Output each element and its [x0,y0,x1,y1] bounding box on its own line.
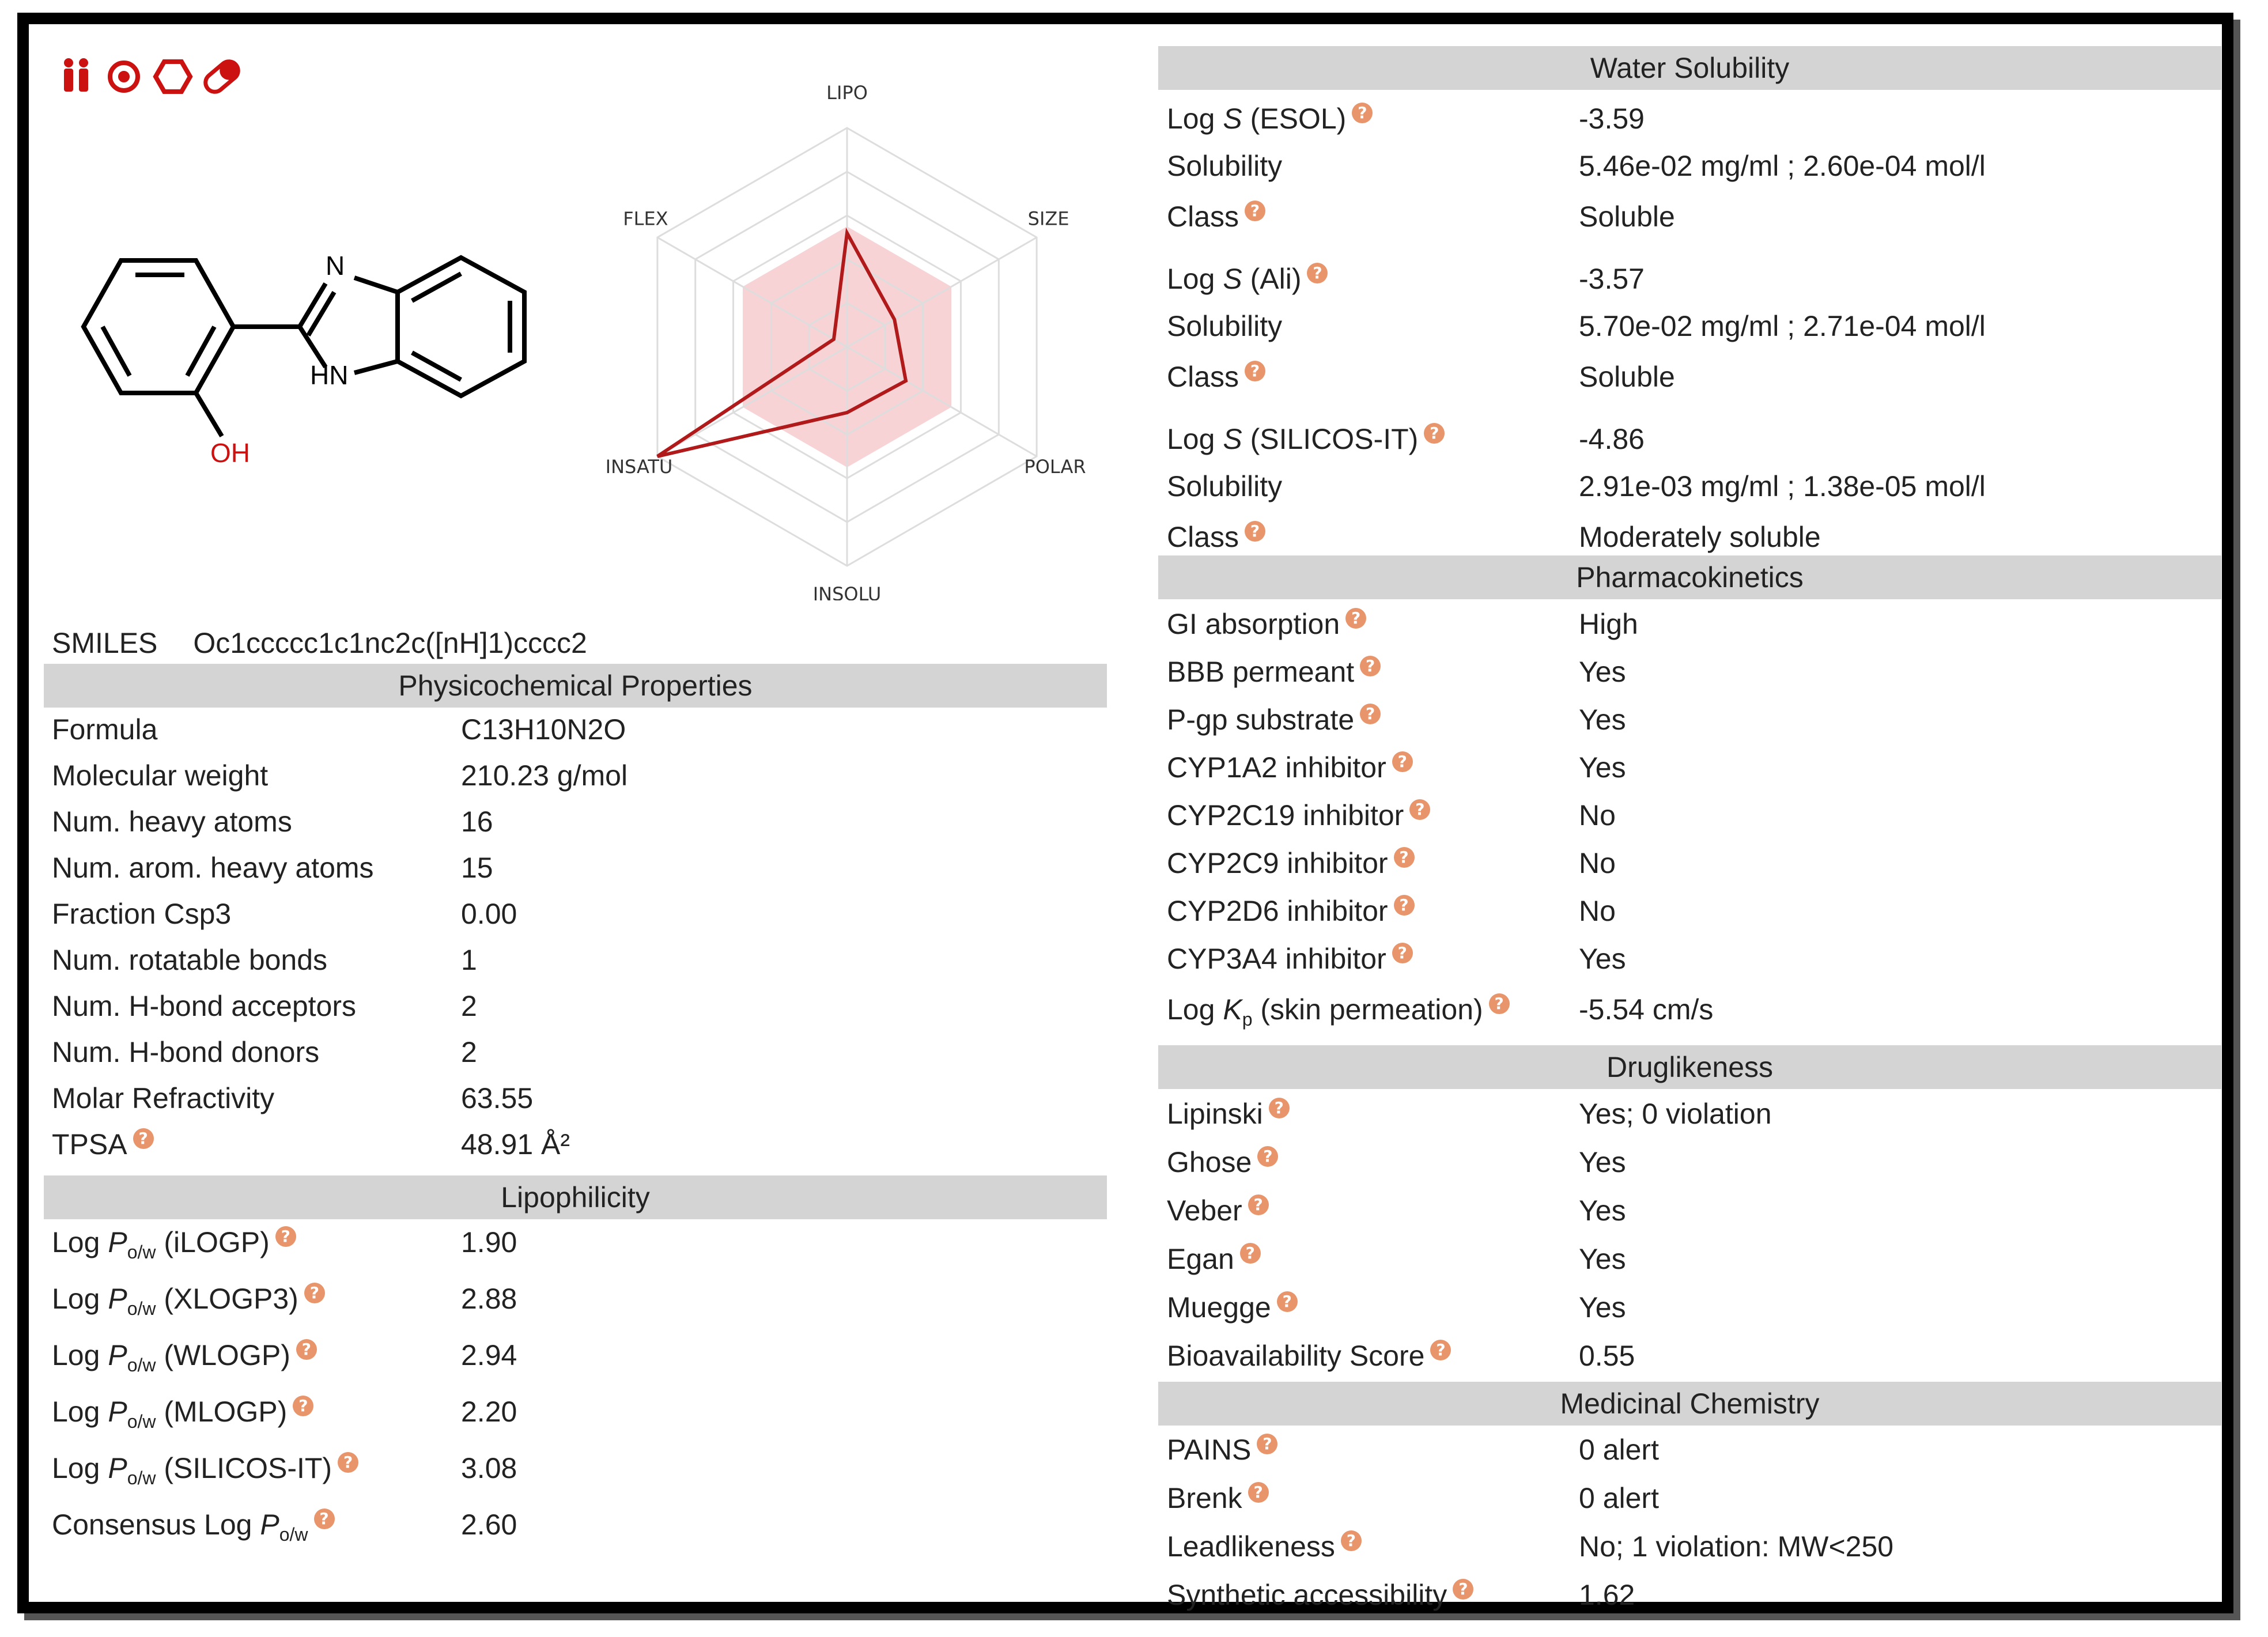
help-icon[interactable]: ? [1240,1243,1261,1264]
row-label-text: CYP1A2 inhibitor [1167,751,1386,784]
row-label-text: Muegge [1167,1291,1271,1324]
radar-axis-label: FLEX [623,207,668,230]
row-label [52,1282,325,1320]
row-label-text: Egan [1167,1243,1234,1275]
row-label-text: P-gp substrate [1167,704,1355,736]
row-label-text: Num. rotatable bonds [52,944,328,976]
row-value: Yes [1579,704,1626,736]
smiles-value: Oc1ccccc1c1nc2c([nH]1)cccc2 [193,627,587,659]
row-value: C13H10N2O [461,713,626,746]
row-label [1167,751,1413,784]
row-value: -4.86 [1579,423,1645,455]
help-icon[interactable]: ? [1489,993,1510,1014]
row-label [52,805,292,838]
row-label [1167,102,1373,135]
help-icon[interactable]: ? [1352,103,1373,123]
help-icon[interactable]: ? [1394,847,1415,868]
p-symbol: P [108,1226,127,1258]
row-label [52,989,356,1023]
bioavailability-radar [524,82,1170,600]
help-icon[interactable]: ? [304,1283,325,1303]
method-text: (SILICOS-IT) [1250,423,1419,455]
p-symbol: P [260,1509,279,1541]
row-label-text: CYP3A4 inhibitor [1167,943,1386,975]
row-label [1167,1433,1277,1466]
method-text: (MLOGP) [164,1396,288,1428]
row-value: Yes [1579,1291,1626,1324]
help-icon[interactable]: ? [1394,895,1415,916]
row-label-text: Formula [52,713,158,746]
help-icon[interactable]: ? [1277,1291,1298,1312]
p-subscript: p [1242,1009,1253,1030]
row-value: Soluble [1579,201,1675,233]
row-value: No; 1 violation: MW<250 [1579,1530,1894,1563]
log-text: Log [1167,993,1215,1026]
row-value: -3.59 [1579,103,1645,135]
row-value: 0 alert [1579,1434,1659,1466]
row-value: No [1579,799,1616,831]
row-label [52,1508,335,1545]
row-value: 2.94 [461,1339,517,1371]
row-value: 0.00 [461,898,517,930]
s-symbol: S [1223,103,1242,135]
row-label [1167,1339,1451,1373]
row-label [1167,1097,1290,1131]
row-value: 1 [461,944,477,976]
row-label [1167,422,1445,456]
row-value: 63.55 [461,1082,534,1114]
row-label-text: CYP2D6 inhibitor [1167,895,1388,927]
row-label-text: Bioavailability Score [1167,1340,1425,1372]
help-icon[interactable]: ? [296,1339,317,1360]
row-label [1167,703,1381,736]
row-label [52,1451,358,1489]
row-label [52,759,268,792]
help-icon[interactable]: ? [1409,799,1430,820]
p-symbol: P [108,1452,127,1484]
ow-subscript: o/w [127,1468,156,1488]
row-label [52,897,231,931]
row-value: 2 [461,1036,477,1068]
row-label [1167,655,1381,689]
radar-axis-label: INSOLU [812,583,882,600]
help-icon[interactable]: ? [1257,1146,1278,1167]
row-value: Yes [1579,751,1626,784]
row-label-text: Fraction Csp3 [52,898,232,930]
help-icon[interactable]: ? [1341,1530,1362,1551]
row-label-text: Leadlikeness [1167,1530,1335,1563]
water-solubility-header: Water Solubility [1158,46,2221,90]
row-value: 16 [461,806,493,838]
toolbar-icons [61,56,245,96]
row-label [1167,200,1265,233]
radar-axis-label: SIZE [1027,207,1069,230]
log-text: Log [52,1226,100,1258]
pharmacokinetics-header: Pharmacokinetics [1158,555,2221,599]
row-label [52,1128,154,1161]
log-text: Log [1167,103,1215,135]
help-icon[interactable]: ? [1269,1098,1290,1118]
row-value: High [1579,608,1638,640]
row-label [52,1226,296,1263]
row-label [1167,1530,1362,1563]
s-symbol: S [1223,423,1242,455]
row-value: Yes; 0 violation [1579,1098,1772,1130]
row-value: 15 [461,852,493,884]
row-label-text: Molar Refractivity [52,1082,275,1114]
radar-axis-label: POLAR [1024,456,1086,478]
class-label-text: Class [1167,201,1239,233]
method-text: (SILICOS-IT) [164,1452,332,1484]
row-label-text: CYP2C19 inhibitor [1167,799,1404,831]
row-label [1167,1194,1269,1227]
row-label-text: Lipinski [1167,1098,1263,1130]
row-value: 5.70e-02 mg/ml ; 2.71e-04 mol/l [1579,310,1986,342]
row-label-text: Veber [1167,1194,1242,1227]
row-value: 2.91e-03 mg/ml ; 1.38e-05 mol/l [1579,470,1986,502]
row-value: 2.20 [461,1396,517,1428]
row-label-text: Num. heavy atoms [52,806,292,838]
row-value: 1.90 [461,1226,517,1258]
help-icon[interactable]: ? [133,1128,154,1149]
k-symbol: K [1223,993,1242,1026]
ow-subscript: o/w [127,1298,156,1319]
help-icon[interactable]: ? [1248,1194,1269,1215]
row-value: -3.57 [1579,263,1645,295]
row-value: Yes [1579,1194,1626,1227]
p-symbol: P [108,1283,127,1315]
help-icon[interactable]: ? [1307,263,1328,283]
row-value: 5.46e-02 mg/ml ; 2.60e-04 mol/l [1579,150,1986,182]
help-icon[interactable]: ? [1257,1434,1277,1454]
help-icon[interactable]: ? [1360,656,1381,676]
row-label [1167,1145,1278,1179]
ow-subscript: o/w [127,1355,156,1375]
row-label-text: CYP2C9 inhibitor [1167,847,1388,879]
class-label-text: Class [1167,361,1239,393]
log-text: Log [52,1452,100,1484]
pill-icon[interactable] [202,58,242,96]
row-value: 210.23 g/mol [461,759,628,792]
row-label-text: GI absorption [1167,608,1340,640]
oh-atom-label: OH [210,438,250,468]
row-value: Yes [1579,1243,1626,1275]
ow-subscript: o/w [127,1242,156,1262]
help-icon[interactable]: ? [1430,1340,1451,1360]
medchem-header: Medicinal Chemistry [1158,1382,2221,1426]
smiles-row [52,626,587,660]
row-label [1167,993,1510,1030]
help-icon[interactable]: ? [293,1396,313,1416]
row-value: 1.62 [1579,1579,1635,1611]
log-text: Log [52,1396,100,1428]
help-icon[interactable]: ? [1245,201,1265,221]
row-label [1167,1242,1261,1276]
row-label [1167,1578,1473,1612]
row-label [52,713,157,746]
row-value: 2 [461,990,477,1022]
smiles-label: SMILES [52,627,158,659]
row-label [1167,846,1415,880]
radar-axis-label: LIPO [826,82,868,104]
consensus-text: Consensus Log [52,1509,252,1541]
row-label [1167,799,1430,832]
physchem-header: Physicochemical Properties [44,664,1107,708]
row-label [1167,520,1265,554]
row-label [1167,1291,1298,1324]
row-label [52,851,374,884]
log-text: Log [52,1339,100,1371]
help-icon[interactable]: ? [1245,361,1265,381]
method-text: (XLOGP3) [164,1283,298,1315]
row-label [52,943,327,977]
row-value: Yes [1579,943,1626,975]
row-value: 2.88 [461,1283,517,1315]
log-text: Log [1167,423,1215,455]
druglikeness-header: Druglikeness [1158,1045,2221,1089]
help-icon[interactable]: ? [1345,608,1366,629]
log-text: Log [52,1283,100,1315]
help-icon[interactable]: ? [1453,1579,1473,1600]
row-label-text: Brenk [1167,1482,1242,1514]
row-label [52,1035,319,1069]
n-atom-label: N [326,251,345,281]
row-label: Solubility [1167,470,1283,502]
p-symbol: P [108,1396,127,1428]
target-icon[interactable] [110,63,138,90]
help-icon[interactable]: ? [275,1226,296,1247]
row-label-text: Num. H-bond acceptors [52,990,357,1022]
help-icon[interactable]: ? [338,1452,358,1473]
s-symbol: S [1223,263,1242,295]
row-label [1167,360,1265,394]
results-panel [17,13,2233,1613]
hn-atom-label: HN [310,360,349,390]
method-text: (iLOGP) [164,1226,270,1258]
row-label: Solubility [1167,310,1283,342]
lipophilicity-header: Lipophilicity [44,1175,1107,1219]
row-label [52,1395,313,1432]
row-value: 2.60 [461,1509,517,1541]
p-symbol: P [108,1339,127,1371]
row-value: No [1579,895,1616,927]
help-icon[interactable]: ? [1245,521,1265,542]
help-icon[interactable]: ? [1392,751,1413,772]
row-label-text: Molecular weight [52,759,269,792]
row-label-text: Num. arom. heavy atoms [52,852,374,884]
help-icon[interactable]: ? [1392,943,1413,963]
help-icon[interactable]: ? [1248,1482,1269,1503]
method-text: (WLOGP) [164,1339,290,1371]
row-value: -5.54 cm/s [1579,993,1714,1026]
row-label [1167,894,1415,928]
method-text: (skin permeation) [1260,993,1483,1026]
row-value: 0 alert [1579,1482,1659,1514]
row-value: Moderately soluble [1579,521,1821,553]
hexagon-icon[interactable] [156,62,190,92]
radar-axis-label: INSATU [605,456,673,478]
row-label-text: Num. H-bond donors [52,1036,320,1068]
row-label [1167,942,1413,976]
row-label-text: Synthetic accessibility [1167,1579,1447,1611]
row-value: Yes [1579,1146,1626,1178]
row-label [1167,607,1366,641]
row-value: 3.08 [461,1452,517,1484]
row-label [1167,1481,1269,1515]
people-icon[interactable] [64,58,88,92]
molecule-structure [63,214,553,468]
row-label-text: TPSA [52,1128,127,1160]
row-label [52,1339,317,1376]
help-icon[interactable]: ? [314,1509,335,1529]
class-label-text: Class [1167,521,1239,553]
row-value: No [1579,847,1616,879]
help-icon[interactable]: ? [1424,423,1445,444]
ow-subscript: o/w [279,1524,308,1545]
method-text: (Ali) [1250,263,1302,295]
ow-subscript: o/w [127,1411,156,1432]
row-label-text: PAINS [1167,1434,1252,1466]
row-label-text: BBB permeant [1167,656,1355,688]
help-icon[interactable]: ? [1360,704,1381,724]
row-label-text: Ghose [1167,1146,1252,1178]
method-text: (ESOL) [1250,103,1347,135]
row-label: Solubility [1167,150,1283,182]
log-text: Log [1167,263,1215,295]
row-value: Yes [1579,656,1626,688]
row-label [52,1082,274,1115]
row-value: 0.55 [1579,1340,1635,1372]
row-label [1167,262,1328,296]
row-value: 48.91 Å² [461,1128,570,1160]
row-value: Soluble [1579,361,1675,393]
